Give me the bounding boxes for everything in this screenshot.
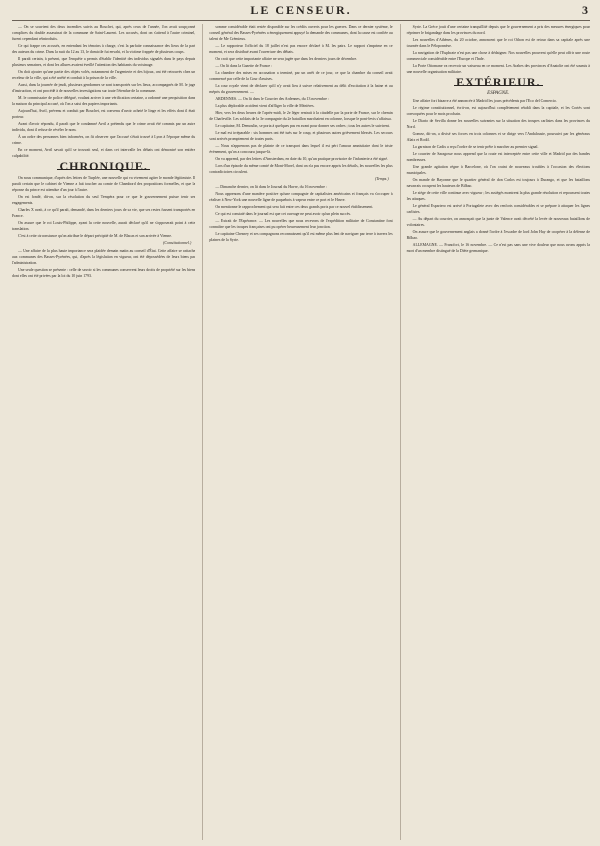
section-heading-text: CHRONIQUE.	[59, 159, 148, 173]
article-paragraph: Le régime constitutionnel, écrit-on, est aujourd'hui complètement rétabli dans la capitale, et les Cortès sont convoquées pour le mois prochain.	[406, 106, 590, 116]
source-attribution: (Temps.)	[374, 176, 389, 181]
article-paragraph: — Extrait de l'Espérance. — Les nouvelles que nous recevons de l'expédition militaire de Constantine font connaître que les troupes françaises ont pu opérer heureusement leur jonction.	[209, 219, 393, 229]
article-paragraph: On mentionne le rapprochement qui sera fait entre ces deux grands ports par ce nouvel établissement.	[215, 205, 374, 209]
article-paragraph: — On lit dans la Gazette de France :	[215, 64, 273, 68]
article-paragraph: On assure que le gouvernement anglais a donné l'ordre à l'escadre de lord John Hay de coopérer à la défense de Bilbao.	[406, 230, 590, 240]
article-columns	[12, 24, 590, 840]
article-paragraph: La navigation de l'Euphrate n'est pas une chose à dédaigner. Nos nouvelles prouvent qu'elle peut offrir une route commerciale considérable entre l'Europe et l'Inde.	[406, 51, 590, 61]
article-paragraph: Ce qui frappe ces accusés, en entendant les témoins à charge, c'est la parfaite connaissance des lieux de la part des auteurs du crime. Dans la nuit du 12 au 13, le domicile fut envahi, et la victime frappée de plusieurs coups.	[12, 44, 196, 54]
article-paragraph: Nous apprenons d'une manière positive qu'une compagnie de capitalistes américains et français va s'occuper à réaliser à New-York une nouvelle ligne de paquebots à vapeur entre ce port et le Havre.	[209, 192, 393, 202]
article-paragraph: Le général Espartero est arrivé à Portugalete avec des renforts considérables et se prépare à attaquer les lignes carlistes.	[406, 204, 590, 214]
article-paragraph: ARDENNES. — On lit dans le Courrier des Ardennes, du 13 novembre :	[215, 97, 330, 101]
article-paragraph: Charles X avait, à ce qu'il paraît, demandé, dans les derniers jours de sa vie, que ses restes fussent transportés en France.	[12, 208, 196, 218]
article-paragraph: Il paraît certain, à présent, que l'enquête a permis d'établir l'identité des individus signalés dans le pays depuis plusieurs semaines, et dont les allures avaient éveillé l'attention des habitants du voisinage.	[12, 57, 196, 67]
article-paragraph: Le capitaine Chesney et ses compagnons reconnaissent qu'il est même plus lent de naviguer par terre à travers les plaines de la Syrie.	[209, 232, 393, 242]
article-paragraph: La chambre des mises en accusation a terminé, par un arrêt de ce jour, ce que la chambre du conseil avait commencé par celle de la Cour d'assises.	[209, 71, 393, 81]
section-heading-text: EXTÉRIEUR.	[456, 75, 541, 89]
masthead-title: LE CENSEUR.	[250, 3, 352, 17]
article-paragraph: Syrie. La Grèce jouit d'une certaine tranquillité depuis que le gouvernement a pris des mesures énergiques pour réprimer le brigandage dans les provinces du nord.	[406, 25, 590, 35]
article-paragraph: On assure que le roi Louis-Philippe, ayant lu cette nouvelle, aurait déclaré qu'il ne s'opposerait point à cette translation.	[12, 221, 196, 231]
article-paragraph: On nous communique, d'après des lettres de Turplée, une nouvelle qui va vivement agiter le monde légitimiste. Il paraît certain que le cabinet de Vienne a fait toucher au comte de Chambord des propositions formelles, et que la réponse du prince est attendue d'un jour à l'autre.	[12, 176, 196, 192]
page-header	[12, 2, 590, 21]
page-number: 3	[582, 3, 588, 17]
article-paragraph: La cour royale vient de déclarer qu'il n'y avait lieu à suivre relativement au délit d'excitation à la haine et au mépris du gouvernement. —	[209, 84, 393, 94]
article-paragraph: — Dimanche dernier, on lit dans le Journal du Havre, du 16 novembre :	[215, 185, 327, 189]
source-attribution: (Constitutionnel.)	[162, 240, 192, 245]
section-heading	[407, 75, 590, 89]
article-paragraph: La garnison de Cadix a reçu l'ordre de se tenir prête à marcher au premier signal.	[412, 145, 539, 149]
article-paragraph: Aussi, dans la journée de jeudi, plusieurs gendarmes se sont transportés sur les lieux, accompagnés de M. le juge d'instruction, et ont procédé à de nouvelles investigations sur toute l'étendue de la commune.	[12, 83, 196, 93]
section-heading	[12, 159, 195, 173]
article-paragraph: Gomez, dit-on, a divisé ses forces en trois colonnes et se dirige vers l'Andalousie, poursuivi par les généraux Alaix et Rodil.	[406, 132, 590, 142]
article-paragraph: La plus déplorable accident vient d'affliger la ville de Mézières.	[215, 104, 315, 108]
article-paragraph: Le mal est irréparable : six hommes ont été tués sur le coup, et plusieurs autres grièvement blessés. Les secours sont arrivés promptement de toutes parts.	[209, 131, 393, 141]
article-paragraph: — On se souvient des deux incendies suivis au Bouchet, qui, après ceux de l'année, l'on avait soupçonné complices du double assassinat de la commune de Saint-Laurent. Les accusés, dont on s'attend à l'autre criminel, furent cependant réintroduits.	[12, 25, 196, 41]
article-paragraph: On mande de Bayonne que le quartier général de don Carlos est toujours à Durango, et que les bataillons navarrais occupent les hauteurs de Bilbao.	[406, 178, 590, 188]
article-paragraph: On doit ajouter qu'une partie des objets volés, notamment de l'argenterie et des bijoux, ont été retrouvés chez un receleur de la ville, qui a été arrêté et conduit à la prison de la ville.	[12, 70, 196, 80]
article-paragraph: C'est à cette circonstance qu'on attribue le départ précipité de M. de Blacas et son arrivée à Vienne.	[18, 234, 172, 238]
article-paragraph: Le courrier de Saragosse nous apprend que la route est interceptée entre cette ville et Madrid par des bandes nombreuses.	[406, 152, 590, 162]
column-right	[400, 24, 590, 840]
column-left	[12, 24, 195, 840]
article-paragraph: Les nouvelles d'Athènes, du 20 octobre, annoncent que le roi Othon est de retour dans sa capitale après une tournée dans le Péloponnèse.	[406, 38, 590, 48]
article-paragraph: Le capitaine, M. Demoulin, se porta à quelques pas en avant pour donner ses ordres ; tous les autres le suivirent.	[215, 124, 390, 128]
article-paragraph: — Au départ du courrier, on annonçait que la junte de Valence avait décrété la levée de nouveaux bataillons de volontaires.	[406, 217, 590, 227]
article-paragraph: Hier, vers les deux heures de l'après-midi, le 2e léger rentrait à la citadelle par la porte de France, sur le chemin de Charleville. Les soldats de la 3e compagnie du 2e bataillon marchaient en colonne, lorsque le pont-levis s'affaissa.	[209, 111, 393, 121]
article-paragraph: Le Diario de Sevilla donne les nouvelles suivantes sur la situation des troupes carlistes dans les provinces du Nord.	[406, 119, 590, 129]
article-paragraph: Une grande agitation règne à Barcelone, où l'on craint de nouveaux troubles à l'occasion des élections municipales.	[406, 165, 590, 175]
article-paragraph: — Le rapporteur l'officiel du 18 juillet n'est pas encore déclaré à M. les pairs. Le rapport s'imprime en ce moment, et sera distribué avant l'ouverture des débats.	[209, 44, 393, 54]
article-paragraph: Une affaire fort bizarre a été annoncée à Madrid les jours précédents par l'Eco del Comercio.	[412, 99, 557, 103]
article-paragraph: On croit que cette importante affaire ne sera jugée que dans les derniers jours de décembre.	[215, 57, 358, 61]
article-paragraph: On va apprend, par des lettres d'Amsterdam, en date du 10, qu'un pratique provisoire de l'infanterie a été signé.	[215, 157, 388, 161]
article-paragraph: Le siège de cette ville continue avec vigueur ; les assiégés montrent la plus grande résolution et repoussent toutes les attaques.	[406, 191, 590, 201]
article-paragraph: — Nous n'apprenons pas de plainte de ce transport dans lequel il est péri l'amour amnistiaire dont le triste évènement, qu'on a concouru jusque-là.	[209, 144, 393, 154]
article-paragraph: — Une affaire de la plus haute importance sera plaidée demain matin au conseil d'État. Cette affaire se rattache aux communes des Basses-Pyrénées, qui, d'après la législation en vigueur, ont été dépossédées de leurs biens par l'administration.	[12, 249, 196, 265]
article-paragraph: Aujourd'hui, Avril, prévenu et conduit par Bouchet, est convenu d'avoir acheté le linge et les effets dont il était porteur.	[12, 109, 196, 119]
article-paragraph: En ce moment, Avril savait qu'il se trouvait seul, et dans cet intervalle les débats ont démontré son entière culpabilité.	[12, 148, 196, 158]
article-paragraph: Avant d'avoir répondu, il paraît que le condamné Avril a prétendu que le crime avait été commis par un autre individu, dont il refuse de révéler le nom.	[12, 122, 196, 132]
column-middle	[202, 24, 392, 840]
article-paragraph: Lors d'un épisode du même comté de Mont-Morel, dont on n'a pas encore appris les détails, les nouvelles les plus contradictoires circulent.	[209, 164, 393, 174]
article-paragraph: somme considérable était restée disponible sur les crédits ouverts pour les guerres. Dans ce dernier système, le conseil général des Basses-Pyrénées a énergiquement appuyé la demande des communes, dont la cause est confiée au talent de Me Crémieux.	[209, 25, 393, 41]
article-paragraph: À un ordre des personnes bien informées, on fit observer que l'accusé s'était trouvé à Lyon à l'époque même du crime.	[12, 135, 196, 145]
article-paragraph: Une seule question se présente : celle de savoir si les communes conservent leurs droits de propriété sur les biens dont elles ont été privées par la loi du 10 juin 1793.	[12, 268, 196, 278]
article-paragraph: La Porte Ottomane va recevoir un vaisseau en ce moment. Les Arabes des provinces d'Anatolie ont été soumis à une nouvelle organisation militaire.	[406, 64, 590, 74]
country-subheading: ESPAGNE.	[487, 91, 510, 96]
article-paragraph: On est fondé, dit-on, sur la résolution du seul Tempéra pour ce que le gouvernement puisse tenir ses engagements.	[12, 195, 196, 205]
article-paragraph: M. le commissaire de police délégué, voulant arriver à une vérification certaine, a ordonné une perquisition dans la maison du principal accusé, où l'on a saisi des papiers importants.	[12, 96, 196, 106]
article-paragraph: Ce qui est constaté dans le journal est que cet ouvrage ne peut avoir qu'un plein succès.	[215, 212, 351, 216]
article-paragraph: ALLEMAGNE. — Francfort, le 16 novembre. — Ce n'est pas sans une vive douleur que nous avons appris la mort d'un membre distingué de la Diète germanique.	[406, 243, 590, 253]
